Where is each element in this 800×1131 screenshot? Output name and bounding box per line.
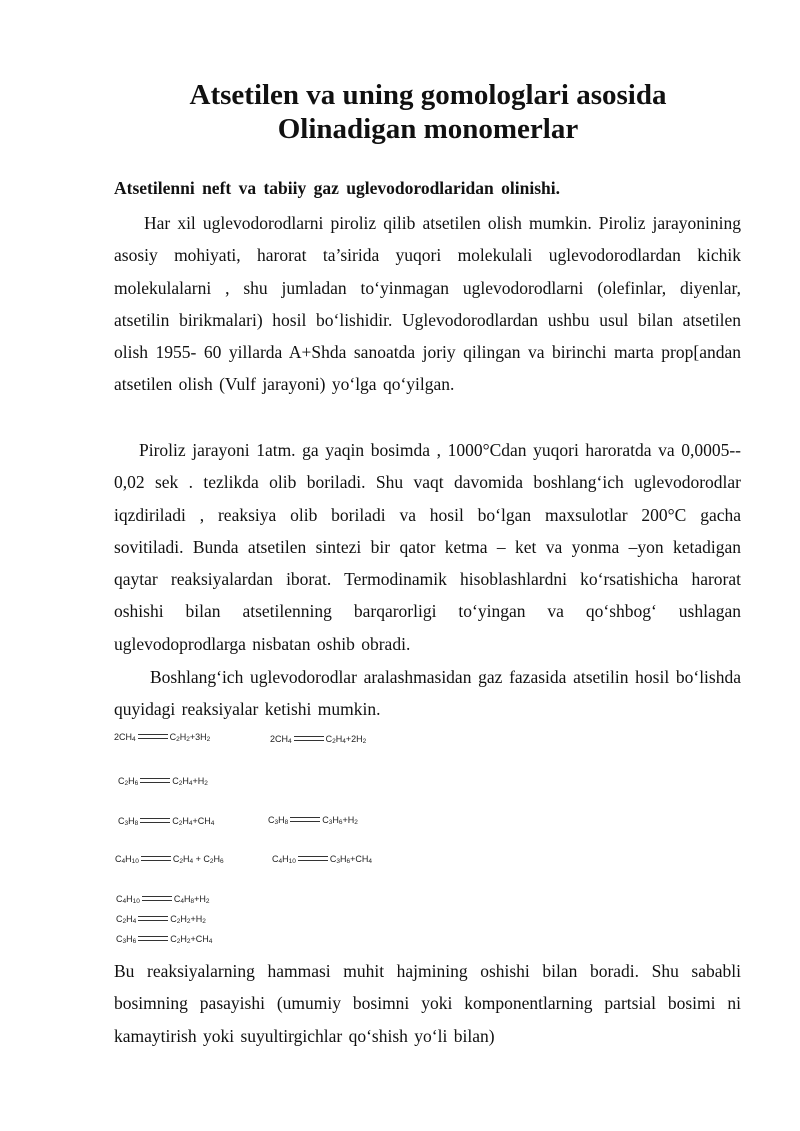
reaction-rhs: $C_2H_4+H_2$ [172,776,208,787]
equilibrium-arrow-icon [294,736,324,741]
paragraph-3: Boshlang‘ich uglevodorodlar aralashmasidan gaz fazasida atsetilin hosil bo‘lishda quyidagi reaksiyalar ketishi mumkin. [114,667,741,720]
reaction-rhs: $C_3H_6+CH_4$ [329,854,373,865]
equilibrium-arrow-icon [142,896,172,901]
reaction-rhs: $C_2H_2+3H_2$ [169,732,211,743]
equilibrium-arrow-icon [138,734,168,739]
page-title-line-1: Atsetilen va uning gomologlari asosida [189,79,667,111]
reaction-9 [116,914,206,925]
paragraph-2: Piroliz jarayoni 1atm. ga yaqin bosimda , 1000°Cdan yuqori haroratda va 0,0005-- 0,02 sek . tezlikda olib boriladi. Shu vaqt davomida boshlang‘ich uglevodorodlar iqzdiriladi , reaksiya olib boriladi va hosil bo‘lgan maxsulotlar 200°C gacha sovitiladi. Bunda atsetilen sintezi bir qator ketma – ket va yonma –yon ketadigan qaytar reaksiyalardan iborat. Termodinamik hisoblashlardni ko‘rsatishicha harorat oshishi bilan atsetilenning barqarorligi to‘yingan va qo‘shbog‘ ushlagan uglevodoprodlarga nisbatan oshib obradi. [114,440,741,654]
equilibrium-arrow-icon [290,817,320,822]
equilibrium-arrow-icon [141,856,171,861]
reaction-rhs: $C_2H_2+H_2$ [170,914,206,925]
reaction-lhs: $C_4H_{10}$ [116,894,140,905]
reaction-lhs: $2CH_4$ [270,734,292,745]
reaction-5 [268,815,358,826]
reaction-lhs: $C_2H_4$ [116,914,137,925]
reaction-lhs: $C_4H_{10}$ [272,854,296,865]
equilibrium-arrow-icon [138,916,168,921]
paragraph-1: Har xil uglevodorodlarni piroliz qilib atsetilen olish mumkin. Piroliz jarayonining asosiy mohiyati, harorat ta’sirida yuqori molekulali uglevodorodlardan kichik molekulalarni , shu jumladan to‘yinmagan uglevodorodlarni (olefinlar, diyenlar, atsetilin birikmalari) hosil bo‘lishidir. Uglevodorodlardan ushbu usul bilan atsetilen olish 1955- 60 yillarda A+Shda sanoatda joriy qilingan va birinchi marta prop[andan atsetilen olish (Vulf jarayoni) yo‘lga qo‘yilgan. [114,213,741,395]
reaction-7 [272,854,372,865]
equilibrium-arrow-icon [140,778,170,783]
reaction-rhs: $C_2H_4+2H_2$ [325,734,367,745]
reaction-8 [116,894,210,905]
reaction-2 [270,734,366,745]
reaction-lhs: $2CH_4$ [114,732,136,743]
reaction-1 [114,732,210,743]
reaction-rhs: $C_2H_4 + C_2H_6$ [172,854,224,865]
reaction-3 [118,776,208,787]
reaction-10 [116,934,212,945]
reaction-lhs: $C_4H_{10}$ [115,854,139,865]
page-title-line-2: Olinadigan monomerlar [277,113,579,145]
section-heading: Atsetilenni neft va tabiiy gaz uglevodorodlaridan olinishi. [114,178,560,198]
equilibrium-arrow-icon [138,936,168,941]
reaction-rhs: $C_4H_8+H_2$ [173,894,210,905]
reaction-lhs: $C_3H_6$ [116,934,137,945]
reaction-rhs: $C_3H_6+H_2$ [322,815,358,826]
reaction-rhs: $C_2H_4+CH_4$ [172,816,215,827]
reaction-4 [118,816,214,827]
equilibrium-arrow-icon [140,818,170,823]
reaction-lhs: $C_2H_6$ [118,776,139,787]
reaction-6 [115,854,224,865]
equilibrium-arrow-icon [298,856,328,861]
reaction-rhs: $C_2H_2+CH_4$ [170,934,213,945]
reaction-lhs: $C_3H_8$ [118,816,139,827]
paragraph-4: Bu reaksiyalarning hammasi muhit hajmining oshishi bilan boradi. Shu sababli bosimning pasayishi (umumiy bosimni yoki komponentlarning partsial bosimi ni kamaytirish yoki suyultirgichlar qo‘shish yo‘li bilan) [114,961,741,1046]
reaction-lhs: $C_3H_8$ [268,815,289,826]
